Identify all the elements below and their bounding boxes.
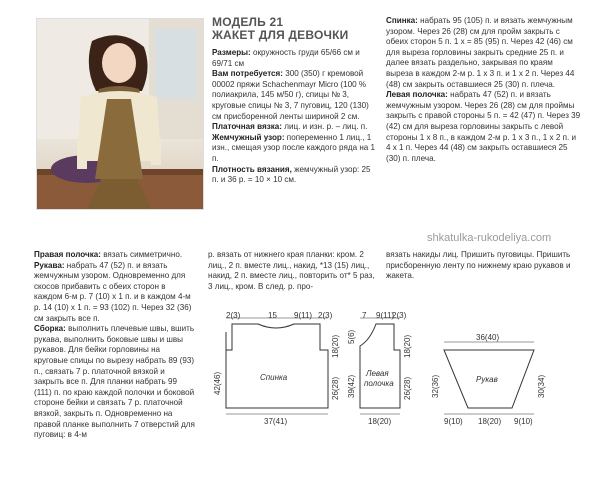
- back-side-left: 42(46): [213, 371, 222, 395]
- back-front-column: [386, 16, 582, 164]
- density-head: Плотность вязания,: [212, 164, 292, 174]
- sleeve-side-left: 32(36): [431, 374, 440, 398]
- back-bottom: 37(41): [264, 417, 288, 426]
- sizes-text: окружность груди 65/66 см и 69/71 см: [212, 48, 360, 68]
- buttonhole-column: [208, 250, 378, 292]
- finish-text: вязать накиды лиц. Пришить пуговицы. Пришить присборенную ленту по нижнему краю рукавов и жакета.: [386, 250, 571, 281]
- pearl-head: Жемчужный узор:: [212, 132, 285, 142]
- plate-head: Платочная вязка:: [212, 122, 282, 132]
- back-head: Спинка:: [386, 16, 418, 25]
- front-side-right-bottom: 26(28): [403, 376, 412, 400]
- back-top-right2: 2(3): [318, 311, 333, 320]
- sleeve-bottom-mid: 18(20): [478, 417, 502, 426]
- plate-text: лиц. и изн. р. – лиц. п.: [281, 122, 368, 132]
- plate-paragraph: [212, 122, 378, 133]
- assembly-head: Сборка:: [34, 324, 66, 334]
- assembly-text: выполнить плечевые швы, вшить рукава, выполнить боковые швы и швы рукавов. Для бейки горловины на круговые спицы по вырезу набрать 89 (93) п., связать 7 р. платочной вязкой и закрыть все п. Для планки набрать 99 (111) п. по краю каждой полочки и боковой стороне бейки и связать 7 р. платочной вязкой, закрыть п. Одновременно на правой планке выполнить 7 отверстий для пуговиц: в 4-м: [34, 324, 195, 440]
- sleeve-side-right: 30(34): [537, 374, 546, 398]
- page-title: [212, 16, 372, 42]
- front-top-right: 9(11): [376, 311, 395, 320]
- back-paragraph: [386, 16, 582, 90]
- assembly-paragraph: [34, 324, 196, 441]
- assembly-column: [34, 250, 196, 441]
- sleeve-bottom-left: 9(10): [444, 417, 463, 426]
- sleeve-bottom-right: 9(10): [514, 417, 533, 426]
- model-photo: [37, 19, 203, 209]
- pearl-text: попеременно 1 лиц., 1 изн., смещая узор после каждого ряда на 1 п.: [212, 132, 376, 163]
- pearl-paragraph: [212, 133, 378, 165]
- sleeve-head: Рукава:: [34, 260, 65, 270]
- materials-column: [212, 48, 378, 186]
- sleeve-top: 36(40): [476, 333, 500, 342]
- left-front-text: набрать 47 (52) п. и вязать жемчужным узором. Через 26 (28) см для проймы закрыть с правой стороны 5 п. = 42 (47) п. Через 39 (42) см для выреза горловины закрыть с левой стороны 1 х 8 п., в каждом 2-м р. 1 х 3 п., 1 х 2 п. и 4 х 1 п. Через 44 (48) см закрыть оставшиеся 25 (30) п. плеча.: [386, 90, 581, 163]
- front-schema: [347, 311, 412, 426]
- sleeve-label: Рукав: [476, 375, 498, 384]
- left-front-head: Левая полочка:: [386, 90, 448, 100]
- density-text: жемчужный узор: 25 п. и 36 р. = 10 × 10 см.: [212, 164, 371, 185]
- title-name: ЖАКЕТ ДЛЯ ДЕВОЧКИ: [212, 28, 349, 42]
- front-label-2: полочка: [364, 379, 394, 388]
- back-side-right-top: 18(20): [331, 334, 340, 358]
- front-side-left-top: 5(6): [347, 329, 356, 344]
- left-front-paragraph: [386, 90, 582, 164]
- right-front-head: Правая полочка:: [34, 250, 101, 259]
- front-top-left: 7: [362, 311, 367, 320]
- back-schema: [213, 311, 340, 426]
- sleeve-text: набрать 47 (52) п. и вязать жемчужным узором. Одновременно для скосов прибавить с обеих сторон в каждом 6-м р. 7 (10) х 1 п. и в каждом 4-м р. 14 (10) х 1 п. = 93 (102) п. Через 32 (36) см закрыть все п.: [34, 260, 192, 323]
- need-head: Вам потребуется:: [212, 69, 283, 79]
- photo-illustration: [37, 19, 203, 209]
- sleeve-paragraph: [34, 261, 196, 325]
- front-label-1: Левая: [366, 369, 389, 378]
- back-label: Спинка: [260, 373, 288, 382]
- density-paragraph: [212, 165, 378, 186]
- back-top-mid: 15: [268, 311, 277, 320]
- right-front-paragraph: [34, 250, 196, 261]
- back-top-left: 2(3): [226, 311, 241, 320]
- pattern-diagrams: [204, 310, 584, 470]
- sleeve-schema: [431, 333, 546, 426]
- back-top-right: 9(11): [294, 311, 313, 320]
- sizes-head: Размеры:: [212, 48, 251, 57]
- back-text: набрать 95 (105) п. и вязать жемчужным узором. Через 26 (28) см для пройм закрыть с обеих сторон 5 п. 1 х = 85 (95) п. Через 42 (46) см для выреза горловины закрыть средние 25 п. и далее вязать раздельно, закрывая по краям выреза в каждом 2-м р. 1 х 3 п. и 1 х 2 п. Через 44 (48) см закрыть оставшиеся 25 (30) п. плеча.: [386, 16, 575, 89]
- front-side-right-top: 18(20): [403, 334, 412, 358]
- buttonhole-text: р. вязать от нижнего края планки: кром. 2 лиц., 2 п. вместе лиц., накид, *13 (15) лиц., накид, 2 п. вместе лиц., повторить от* 5 раз, 3 лиц., кром. В след. р. про-: [208, 250, 375, 291]
- front-bottom: 18(20): [368, 417, 392, 426]
- front-top-right2: 2(3): [392, 311, 407, 320]
- site-watermark: shkatulka-rukodeliya.com: [427, 232, 552, 244]
- need-text: 300 (350) г кремовой 00002 пряжи Schachenmayr Micro (100 % полиакрила, 145 м/50 г), спицы № 3, круговые спицы № 3, 7 пуговиц, 120 (130) см присборенной ленты шириной 2 см.: [212, 69, 369, 121]
- sizes-paragraph: [212, 48, 378, 69]
- need-paragraph: [212, 69, 378, 122]
- finish-column: [386, 250, 582, 282]
- title-model: МОДЕЛЬ 21: [212, 15, 284, 29]
- right-front-text: вязать симметрично.: [100, 250, 183, 259]
- back-side-right-bottom: 26(28): [331, 376, 340, 400]
- front-side-left: 39(42): [347, 374, 356, 398]
